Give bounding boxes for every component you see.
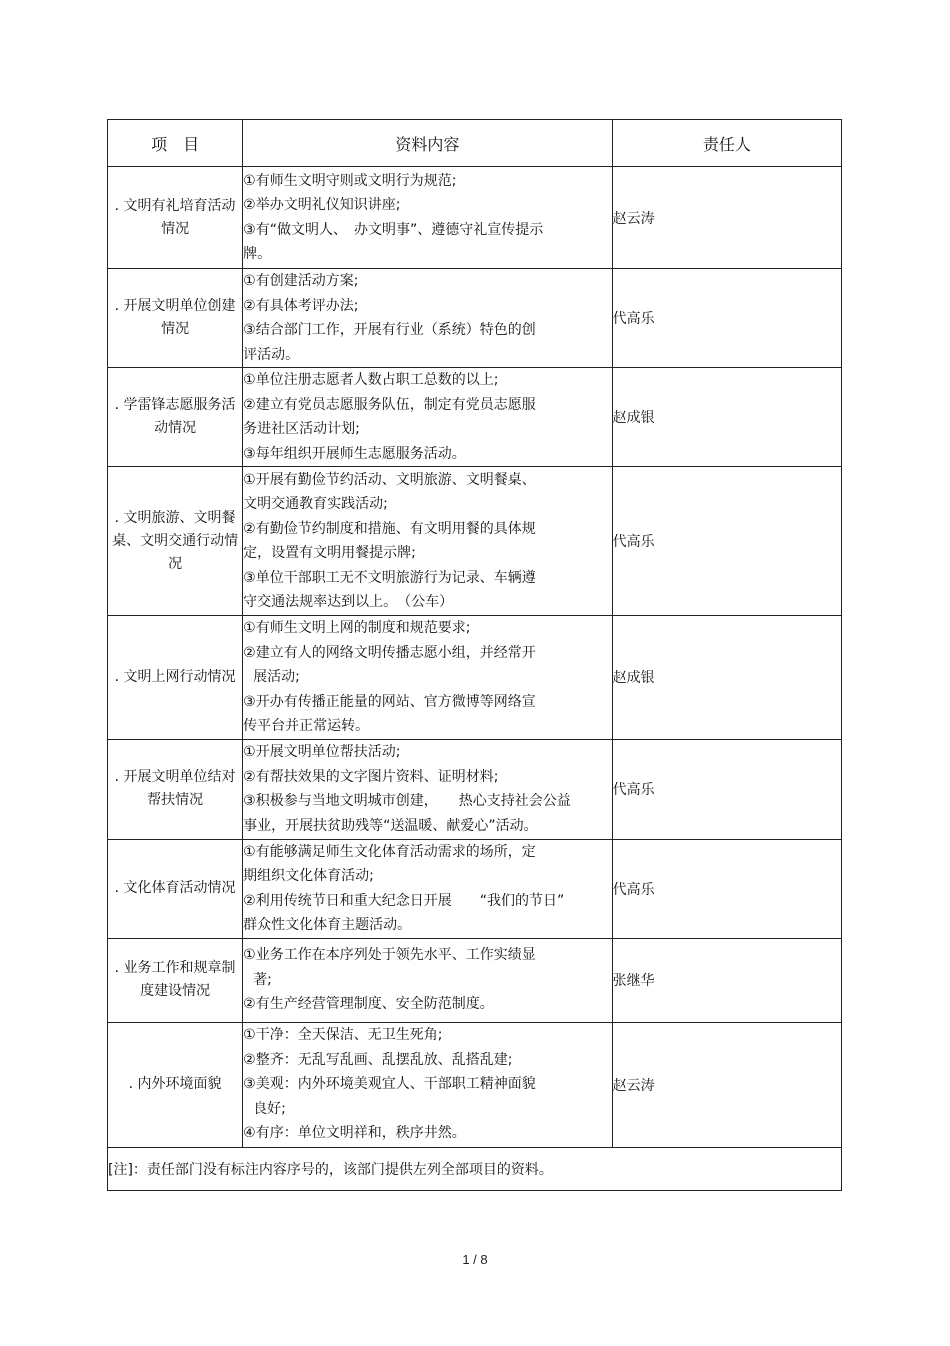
- note-row: [108, 1147, 842, 1190]
- table-row: [108, 368, 842, 467]
- content-cell: [243, 739, 613, 839]
- person-cell: 赵云涛: [612, 1022, 841, 1147]
- content-line: 定，设置有文明用餐提示牌;: [243, 545, 416, 561]
- item-cell: . 业务工作和规章制度建设情况: [108, 938, 243, 1022]
- content-line: ①开展有勤俭节约活动、文明旅游、文明餐桌、: [243, 471, 536, 488]
- content-line: ③单位干部职工无不文明旅游行为记录、车辆遵: [243, 569, 536, 586]
- person-cell: 赵云涛: [612, 167, 841, 269]
- item-cell: . 文明上网行动情况: [108, 616, 243, 740]
- content-line: ④有序：单位文明祥和，秩序井然。: [243, 1125, 466, 1142]
- content-line: 群众性文化体育主题活动。: [243, 917, 412, 933]
- content-line: ①有师生文明守则或文明行为规范;: [243, 172, 457, 189]
- content-line: ②举办文明礼仪知识讲座;: [243, 197, 401, 213]
- table-row: [108, 167, 842, 269]
- header-item: 项 目: [108, 120, 243, 167]
- content-line: 著;: [253, 971, 272, 988]
- table-row: [108, 938, 842, 1022]
- material-table: [107, 119, 842, 1191]
- person-cell: 代高乐: [612, 467, 841, 616]
- item-cell: . 开展文明单位创建情况: [108, 269, 243, 368]
- content-line: ①有创建活动方案;: [243, 273, 359, 289]
- content-line: ③每年组织开展师生志愿服务活动。: [243, 445, 466, 462]
- item-cell: . 文化体育活动情况: [108, 839, 243, 938]
- content-line: ③美观：内外环境美观宜人、干部职工精神面貌: [243, 1076, 536, 1093]
- content-cell: [243, 1022, 613, 1147]
- content-line: 牌。: [243, 246, 272, 262]
- content-line: ②有帮扶效果的文字图片资料、证明材料;: [243, 768, 499, 785]
- content-line: 务进社区活动计划;: [243, 421, 360, 437]
- table-row: [108, 616, 842, 740]
- content-line: 良好;: [253, 1100, 286, 1117]
- content-line: ①单位注册志愿者人数占职工总数的以上;: [243, 372, 499, 388]
- item-cell: . 学雷锋志愿服务活动情况: [108, 368, 243, 467]
- content-cell: [243, 368, 613, 467]
- content-line: 传平台并正常运转。: [243, 718, 370, 734]
- content-line: 事业，开展扶贫助残等“送温暖、献爱心”活动。: [243, 817, 538, 834]
- content-line: ③开办有传播正能量的网站、官方微博等网络宣: [243, 693, 536, 710]
- content-cell: [243, 616, 613, 740]
- table-row: [108, 739, 842, 839]
- content-line: ②建立有人的网络文明传播志愿小组，并经常开: [243, 644, 536, 661]
- content-cell: [243, 938, 613, 1022]
- content-line: ③积极参与当地文明城市创建， 热心支持社会公益: [243, 793, 571, 809]
- content-line: ①有师生文明上网的制度和规范要求;: [243, 620, 471, 636]
- content-line: 评活动。: [243, 346, 300, 363]
- content-cell: [243, 167, 613, 269]
- person-cell: 代高乐: [612, 839, 841, 938]
- item-cell: . 开展文明单位结对帮扶情况: [108, 739, 243, 839]
- content-line: ②整齐：无乱写乱画、乱摆乱放、乱搭乱建;: [243, 1051, 513, 1068]
- content-line: 展活动;: [253, 669, 300, 685]
- table-row: [108, 467, 842, 616]
- content-line: ①业务工作在本序列处于领先水平、工作实绩显: [243, 947, 536, 964]
- item-cell: . 内外环境面貌: [108, 1022, 243, 1147]
- page-number: 1 / 8: [462, 1252, 488, 1267]
- content-cell: [243, 839, 613, 938]
- table-row: [108, 269, 842, 368]
- item-cell: . 文明旅游、文明餐桌、文明交通行动情况: [108, 467, 243, 616]
- content-line: 守交通法规率达到以上。 （公车）: [243, 594, 454, 610]
- content-line: 期组织文化体育活动;: [243, 868, 374, 884]
- content-line: ③有“做文明人、 办文明事”、遵德守礼宣传提示: [243, 221, 544, 238]
- content-line: ③结合部门工作，开展有行业（系统）特色的创: [243, 322, 536, 338]
- content-line: ②有具体考评办法;: [243, 297, 359, 314]
- content-line: ②有勤俭节约制度和措施、有文明用餐的具体规: [243, 520, 536, 537]
- person-cell: 赵成银: [612, 368, 841, 467]
- content-line: ①有能够满足师生文化体育活动需求的场所，定: [243, 843, 536, 860]
- person-cell: 赵成银: [612, 616, 841, 740]
- table-row: [108, 1022, 842, 1147]
- content-line: ①干净：全天保洁、无卫生死角;: [243, 1027, 443, 1044]
- item-cell: . 文明有礼培育活动情况: [108, 167, 243, 269]
- person-cell: 张继华: [612, 938, 841, 1022]
- person-cell: 代高乐: [612, 739, 841, 839]
- table-note: [注]：责任部门没有标注内容序号的，该部门提供左列全部项目的资料。: [108, 1147, 842, 1190]
- content-line: ②利用传统节日和重大纪念日开展 “我们的节日”: [243, 892, 565, 909]
- content-cell: [243, 269, 613, 368]
- person-cell: 代高乐: [612, 269, 841, 368]
- content-line: 文明交通教育实践活动;: [243, 496, 388, 512]
- content-line: ②有生产经营管理制度、安全防范制度。: [243, 996, 494, 1013]
- header-content: 资料内容: [243, 120, 613, 167]
- header-person: 责任人: [612, 120, 841, 167]
- content-line: ②建立有党员志愿服务队伍，制定有党员志愿服: [243, 396, 536, 413]
- table-row: [108, 839, 842, 938]
- content-line: ①开展文明单位帮扶活动;: [243, 744, 401, 760]
- table-header-row: [108, 120, 842, 167]
- content-cell: [243, 467, 613, 616]
